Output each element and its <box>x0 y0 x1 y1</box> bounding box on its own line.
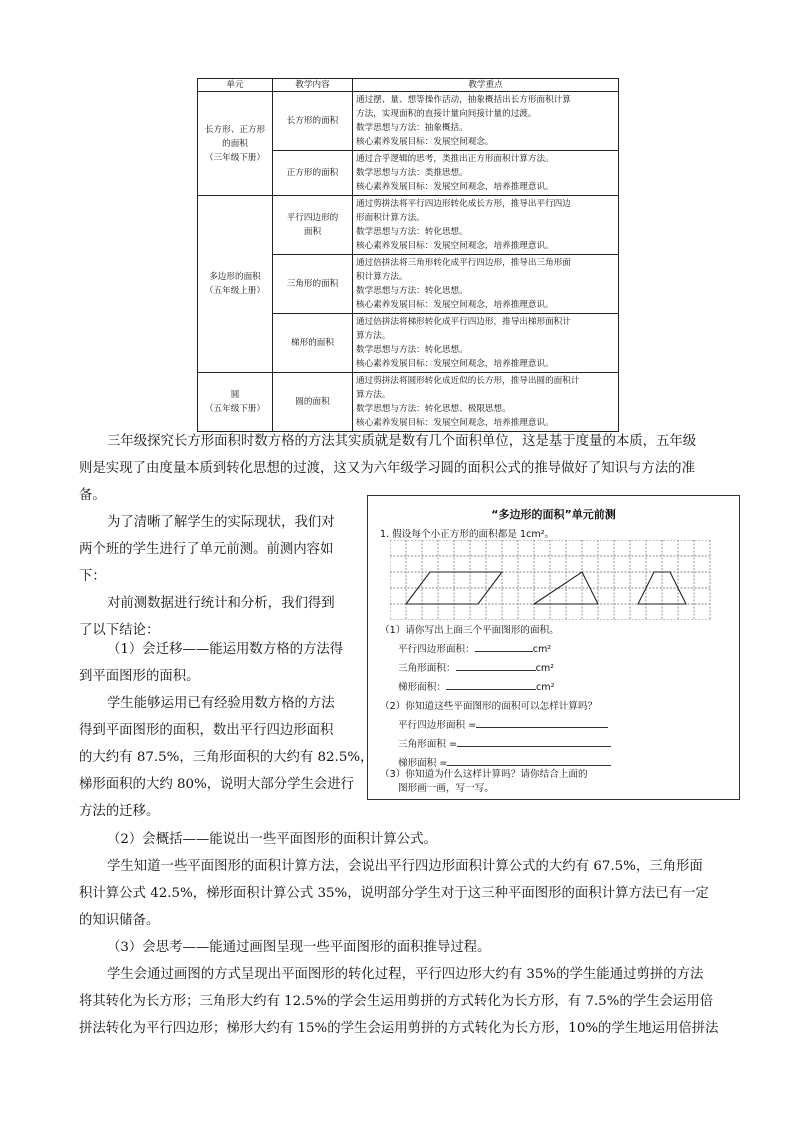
area-label: 梯形面积： <box>398 682 446 693</box>
focus-cell <box>353 92 619 151</box>
content-cell <box>273 196 353 255</box>
focus-cell-line: 形面积计算方法。 <box>356 213 425 223</box>
header-focus: 教学重点 <box>353 79 619 92</box>
answer-blank[interactable] <box>447 765 611 766</box>
area-label: 平行四边形面积： <box>398 644 475 655</box>
question-1: 1. 假设每个小正方形的面积都是 1cm²。 <box>380 529 555 540</box>
text-line: 的大约有 87.5%，三角形面积的大约有 82.5%， <box>79 750 374 765</box>
formula-label: 三角形面积 = <box>398 739 458 750</box>
focus-cell-line: 算方法。 <box>356 331 391 341</box>
sub-question-2: （2）你知道这些平面图形的面积可以怎样计算吗？ <box>380 701 598 712</box>
formula-item-parallelogram <box>398 717 608 731</box>
focus-cell <box>353 314 619 373</box>
content-cell-line: 三角形的面积 <box>286 279 339 289</box>
paragraph-pretest-intro <box>79 509 359 590</box>
text-line: 到平面图形的面积。 <box>79 669 200 684</box>
table-body <box>198 92 619 432</box>
content-cell <box>273 92 353 151</box>
focus-cell-line: 数学思想与方法：转化思想。 <box>356 227 468 237</box>
unit-cell-line: （五年级上册） <box>204 286 266 296</box>
content-cell-line: 圆的面积 <box>295 397 330 407</box>
focus-cell-line: 通过剪拼法将平行四边形转化成长方形，推导出平行四边 <box>356 199 571 209</box>
focus-cell <box>353 196 619 255</box>
focus-cell-line: 数学思想与方法：转化思想。 <box>356 286 468 296</box>
text-line: 的知识储备。 <box>79 913 160 928</box>
focus-cell <box>353 255 619 314</box>
text-line: 学生知道一些平面图形的面积计算方法，会说出平行四边形面积计算公式的大约有 67.5%，三角形面 <box>107 859 703 874</box>
answer-blank[interactable] <box>457 746 611 747</box>
unit-label: cm² <box>535 663 555 674</box>
focus-cell-line: 通过倍拼法将梯形转化成平行四边形，推导出梯形面积计 <box>356 317 571 327</box>
table-row <box>198 196 619 255</box>
focus-cell-line: 核心素养发展目标：发展空间观念，培养推理意识。 <box>356 300 554 310</box>
table-row <box>198 92 619 151</box>
header-unit: 单元 <box>198 79 273 92</box>
focus-cell-line: 通过剪拼法将圆形转化成近似的长方形，推导出圆的面积计 <box>356 376 580 386</box>
text-line: （3）会思考——能通过画图呈现一些平面图形的面积推导过程。 <box>107 940 491 955</box>
unit-cell <box>198 92 273 196</box>
content-cell-line: 面积 <box>303 227 322 237</box>
formula-item-trapezoid <box>398 755 611 769</box>
text-line: 了以下结论： <box>79 623 160 638</box>
unit-cell-line: 长方形、正方形 <box>204 124 266 135</box>
paragraph-summarize-heading <box>79 826 719 853</box>
focus-cell-line: 核心素养发展目标：发展空间观念，培养推理意识。 <box>356 241 554 251</box>
text-line: 两个班的学生进行了单元前测。前测内容如 <box>79 542 334 557</box>
shape-grid-figure <box>390 540 718 623</box>
content-cell <box>273 151 353 196</box>
unit-label: cm² <box>535 682 555 693</box>
unit-cell-line: 多边形的面积 <box>209 272 261 282</box>
text-line: 拼法转化为平行四边形；梯形大约有 15%的学生会运用剪拼的方式转化为长方形，10%的学生地运用倍拼法 <box>79 1021 719 1036</box>
unit-cell <box>198 373 273 432</box>
content-cell-line: 正方形的面积 <box>286 168 339 178</box>
focus-cell-line: 通过倍拼法将三角形转化成平行四边形，推导出三角形面 <box>356 258 571 268</box>
sub-question-3-line: （3）你知道为什么这样计算吗？请你结合上面的 <box>380 769 588 780</box>
focus-cell-line: 方法，实现面积的直接计量向间接计量的过渡。 <box>356 109 537 119</box>
table-row <box>198 373 619 432</box>
focus-cell-line: 算方法。 <box>356 390 391 400</box>
focus-cell <box>353 151 619 196</box>
formula-item-triangle <box>398 736 611 750</box>
sub-question-1: （1）请你写出上面三个平面图形的面积。 <box>380 625 559 636</box>
formula-label: 平行四边形面积 = <box>398 720 477 731</box>
text-line: 积计算公式 42.5%，梯形面积计算公式 35%，说明部分学生对于这三种平面图形的面积计算方法已有一定 <box>79 886 709 901</box>
unit-cell-line: 的面积 <box>222 138 248 149</box>
area-item-trapezoid <box>398 679 554 693</box>
content-cell-line: 梯形的面积 <box>291 338 334 348</box>
text-line: （2）会概括——能说出一些平面图形的面积计算公式。 <box>107 832 437 847</box>
text-line: 学生能够运用已有经验用数方格的方法 <box>107 696 335 711</box>
text-line: 对前测数据进行统计和分析，我们得到 <box>107 596 335 611</box>
paragraph-think-heading <box>79 934 719 961</box>
focus-cell-line: 核心素养发展目标：发展空间观念，培养推理意识。 <box>356 359 554 369</box>
pretest-box <box>367 495 740 800</box>
text-line: 下： <box>79 569 106 584</box>
content-cell <box>273 373 353 432</box>
paragraph-transfer-detail <box>79 690 374 825</box>
text-line: 为了清晰了解学生的实际现状，我们对 <box>107 515 335 530</box>
formula-label: 梯形面积 = <box>398 758 448 769</box>
content-cell-line: 长方形的面积 <box>286 116 339 126</box>
focus-cell <box>353 373 619 432</box>
unit-cell-line: 圆 <box>230 390 240 400</box>
answer-blank[interactable] <box>476 727 608 728</box>
paragraph-summarize-detail <box>79 853 719 934</box>
teaching-focus-table <box>197 78 619 432</box>
focus-cell-line: 核心素养发展目标：发展空间观念，培养推理意识。 <box>356 418 554 428</box>
text-line: 则是实现了由度量本质到转化思想的过渡，这又为六年级学习圆的面积公式的推导做好了知识与方法的准 <box>79 461 695 476</box>
unit-cell <box>198 196 273 373</box>
paragraph-transfer-heading <box>79 636 359 690</box>
focus-cell-line: 数学思想与方法：类推思想。 <box>356 168 468 178</box>
focus-cell-line: 通过摆、量、想等操作活动，抽象概括出长方形面积计算 <box>356 95 571 105</box>
content-cell <box>273 314 353 373</box>
text-line: 得到平面图形的面积，数出平行四边形面积 <box>79 723 334 738</box>
focus-cell-line: 数学思想与方法：转化思想、极限思想。 <box>356 404 511 414</box>
answer-blank[interactable] <box>446 689 536 690</box>
area-item-triangle <box>398 660 554 674</box>
sub-question-3-line: 图形画一画，写一写。 <box>398 783 494 794</box>
focus-cell-line: 核心素养发展目标：发展空间观念，培养推理意识。 <box>356 182 554 192</box>
unit-cell-line: （三年级下册） <box>204 152 266 163</box>
focus-cell-line: 数学思想与方法：抽象概括。 <box>356 123 468 133</box>
sub-question-3 <box>380 768 588 797</box>
content-cell <box>273 255 353 314</box>
focus-cell-line: 数学思想与方法：转化思想。 <box>356 345 468 355</box>
area-label: 三角形面积： <box>398 663 456 674</box>
focus-cell-line: 核心素养发展目标：发展空间观念。 <box>356 137 494 147</box>
table-header-row <box>198 79 619 92</box>
dashed-grid <box>390 540 718 620</box>
text-line: 学生会通过画图的方式呈现出平面图形的转化过程，平行四边形大约有 35%的学生能通过剪拼的方法 <box>107 967 704 982</box>
content-cell-line: 平行四边形的 <box>286 213 339 223</box>
text-line: 梯形面积的大约 80%，说明大部分学生会进行 <box>79 777 355 792</box>
answer-blank[interactable] <box>475 651 533 652</box>
text-line: 将其转化为长方形；三角形大约有 12.5%的学会生运用剪拼的方式转化为长方形，有 7.5%的学生会运用倍 <box>79 994 714 1009</box>
pretest-title: “多边形的面积”单元前测 <box>491 508 616 521</box>
unit-cell-line: （五年级下册） <box>204 404 266 414</box>
area-item-parallelogram <box>398 641 551 655</box>
text-line: 方法的迁移。 <box>79 804 160 819</box>
paragraph-think-detail <box>79 961 719 1042</box>
text-line: 备。 <box>79 488 106 503</box>
unit-label: cm² <box>532 644 552 655</box>
focus-cell-line: 积计算方法。 <box>356 272 408 282</box>
text-line: （1）会迁移——能运用数方格的方法得 <box>107 642 344 657</box>
header-content: 教学内容 <box>273 79 353 92</box>
text-line: 三年级探究长方形面积时数方格的方法其实质就是数有几个面积单位，这是基于度量的本质，五年级 <box>107 434 697 449</box>
focus-cell-line: 通过合乎逻辑的思考，类推出正方形面积计算方法。 <box>356 154 554 164</box>
answer-blank[interactable] <box>456 670 536 671</box>
